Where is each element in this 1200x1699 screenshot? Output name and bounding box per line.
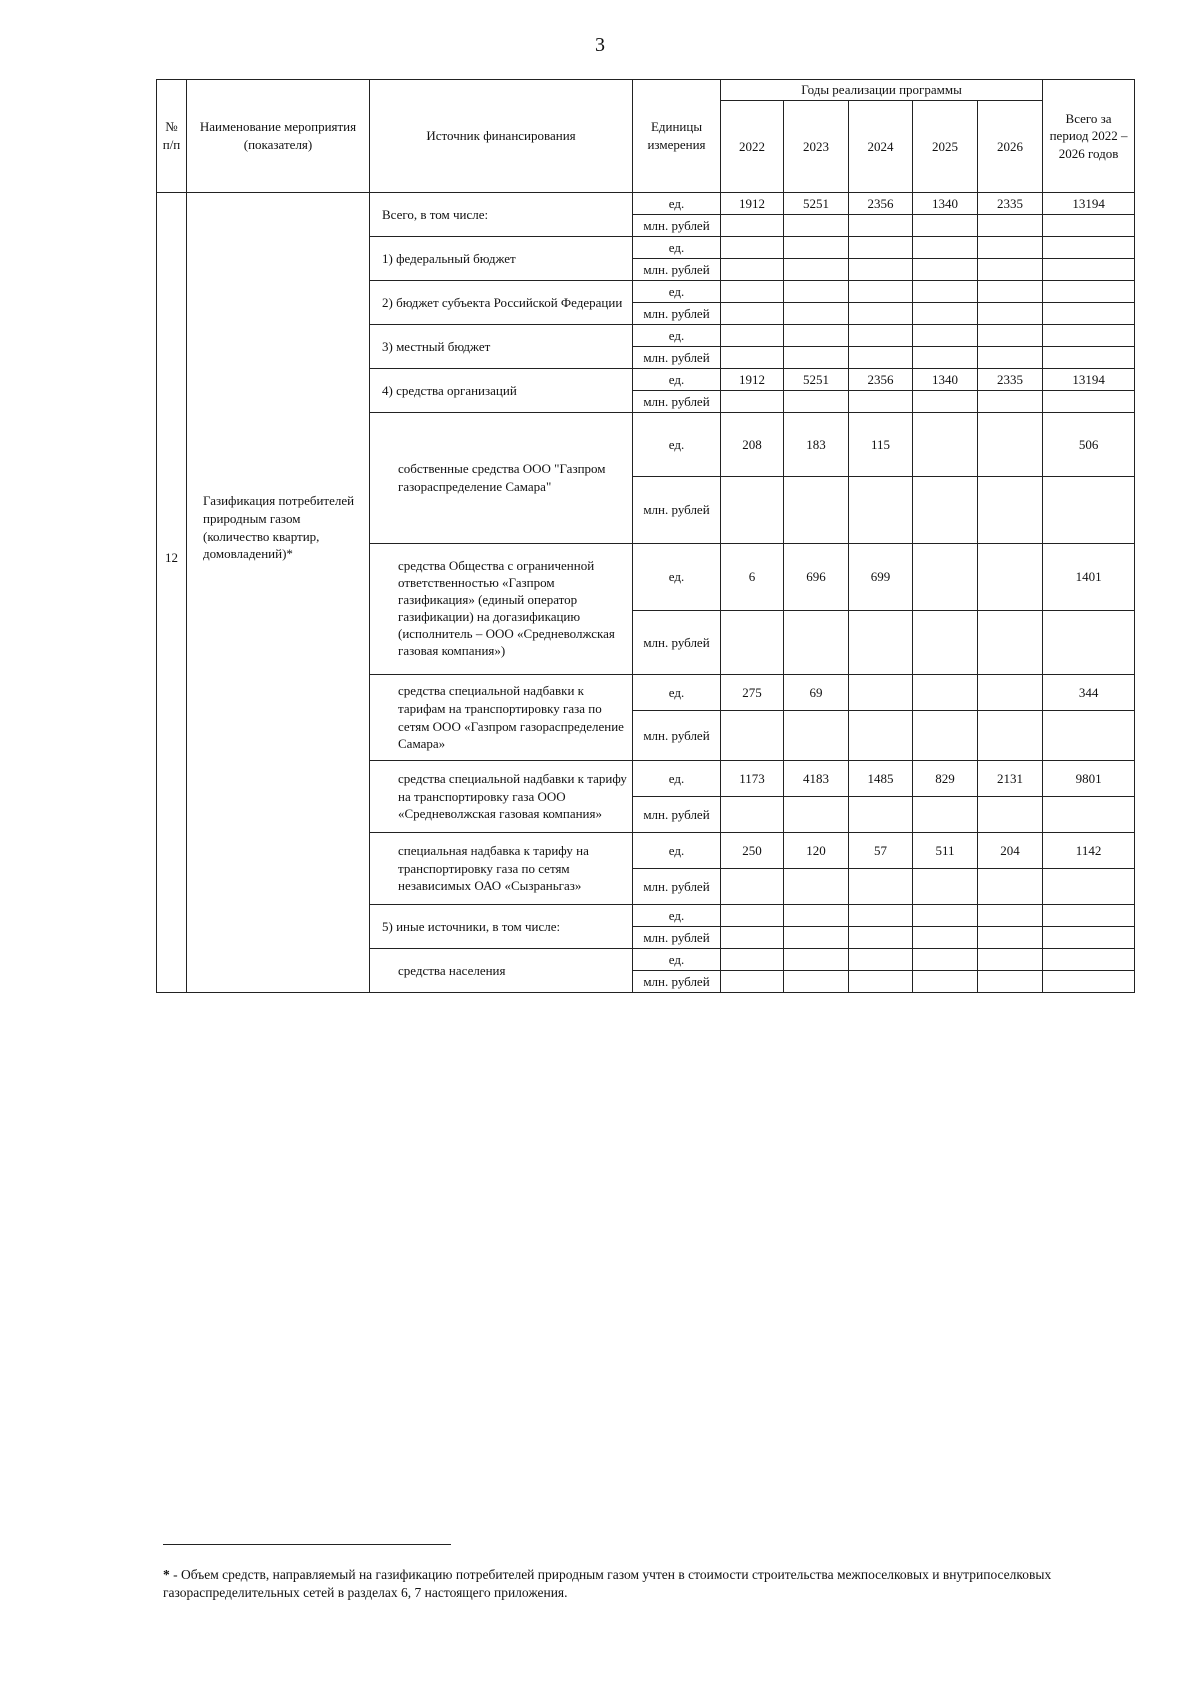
unit-label: ед. [633, 905, 721, 927]
table-cell: 2131 [978, 761, 1043, 797]
table-cell [784, 711, 849, 761]
table-cell [913, 281, 978, 303]
unit-label: ед. [633, 761, 721, 797]
unit-label: ед. [633, 193, 721, 215]
table-cell [978, 347, 1043, 369]
table-cell [978, 391, 1043, 413]
row-number: 12 [165, 550, 178, 565]
table-cell [721, 927, 784, 949]
table-cell: 344 [1043, 675, 1135, 711]
table-cell: 1912 [721, 193, 784, 215]
table-cell [721, 949, 784, 971]
table-body [157, 193, 1135, 993]
table-cell [784, 325, 849, 347]
table-cell: 275 [721, 675, 784, 711]
footnote [163, 1566, 1113, 1602]
header-years-group: Годы реализации программы [721, 80, 1043, 101]
header-num: № п/п [157, 80, 187, 193]
unit-label: ед. [633, 281, 721, 303]
unit-label: млн. рублей [633, 303, 721, 325]
table-cell [1043, 949, 1135, 971]
unit-label: млн. рублей [633, 391, 721, 413]
table-cell [721, 971, 784, 993]
table-cell [721, 215, 784, 237]
table-cell [913, 237, 978, 259]
table-cell [913, 949, 978, 971]
table-cell: 511 [913, 833, 978, 869]
table-cell [849, 215, 913, 237]
table-cell [913, 259, 978, 281]
table-cell [1043, 281, 1135, 303]
table-cell [849, 797, 913, 833]
table-cell: 13194 [1043, 369, 1135, 391]
header-name: Наименование мероприятия (показателя) [187, 80, 370, 193]
table-cell: 2335 [978, 193, 1043, 215]
table-cell [721, 303, 784, 325]
table-cell: 5251 [784, 193, 849, 215]
table-cell [1043, 259, 1135, 281]
table-row [157, 193, 1135, 215]
table-cell [913, 869, 978, 905]
header-year: 2025 [913, 101, 978, 193]
unit-label: ед. [633, 949, 721, 971]
unit-label: ед. [633, 369, 721, 391]
table-cell [978, 949, 1043, 971]
table-cell [721, 711, 784, 761]
table-cell [1043, 611, 1135, 675]
table-cell [849, 971, 913, 993]
source-label: средства Общества с ограниченной ответственностью «Газпром газификация» (единый оператор газификации) на догазификацию (исполнитель – ООО «Средневолжская газовая компания») [370, 544, 633, 675]
table-cell: 1173 [721, 761, 784, 797]
unit-label: млн. рублей [633, 711, 721, 761]
table-cell [1043, 711, 1135, 761]
table-cell [721, 905, 784, 927]
table-cell [849, 927, 913, 949]
table-cell [978, 797, 1043, 833]
table-cell: 1485 [849, 761, 913, 797]
table-cell [978, 971, 1043, 993]
table-cell [913, 477, 978, 544]
program-table [156, 79, 1135, 993]
table-cell: 69 [784, 675, 849, 711]
table-header [157, 80, 1135, 193]
table-cell [978, 869, 1043, 905]
unit-label: млн. рублей [633, 797, 721, 833]
source-label: Всего, в том числе: [370, 193, 633, 237]
table-cell [978, 281, 1043, 303]
table-cell [849, 303, 913, 325]
table-cell [913, 611, 978, 675]
header-source: Источник финансирования [370, 80, 633, 193]
row-number-cell [157, 193, 187, 993]
activity-name-cell [187, 193, 370, 993]
table-cell [1043, 347, 1135, 369]
table-cell [784, 303, 849, 325]
table-cell [978, 215, 1043, 237]
source-label: 2) бюджет субъекта Российской Федерации [370, 281, 633, 325]
header-units: Единицы измерения [633, 80, 721, 193]
table-cell [913, 347, 978, 369]
table-cell [849, 391, 913, 413]
header-year: 2024 [849, 101, 913, 193]
table-cell: 699 [849, 544, 913, 611]
table-cell: 829 [913, 761, 978, 797]
table-cell [913, 905, 978, 927]
table-cell: 1340 [913, 369, 978, 391]
table-cell [849, 259, 913, 281]
table-cell [1043, 927, 1135, 949]
table-cell [721, 259, 784, 281]
table-cell [784, 215, 849, 237]
unit-label: млн. рублей [633, 869, 721, 905]
header-year: 2023 [784, 101, 849, 193]
source-label: 1) федеральный бюджет [370, 237, 633, 281]
table-cell [913, 391, 978, 413]
table-cell: 57 [849, 833, 913, 869]
table-cell: 1142 [1043, 833, 1135, 869]
table-cell [784, 259, 849, 281]
table-cell [913, 971, 978, 993]
header-total: Всего за период 2022 – 2026 годов [1043, 80, 1135, 193]
table-cell [721, 281, 784, 303]
unit-label: ед. [633, 833, 721, 869]
table-cell: 2356 [849, 369, 913, 391]
table-cell [849, 347, 913, 369]
footnote-text: - Объем средств, направляемый на газификацию потребителей природным газом учтен в стоимости строительства межпоселковых и внутрипоселковых газораспределительных сетей в разделах 6, 7 настоящего приложения. [163, 1567, 1052, 1601]
table-cell [721, 869, 784, 905]
table-cell: 1912 [721, 369, 784, 391]
table-cell: 2356 [849, 193, 913, 215]
table-cell [849, 611, 913, 675]
table-cell [784, 347, 849, 369]
table-cell [978, 544, 1043, 611]
table-cell [978, 413, 1043, 477]
table-cell [978, 303, 1043, 325]
activity-name: Газификация потребителей природным газом (количество квартир, домовладений)* [203, 493, 355, 562]
unit-label: млн. рублей [633, 259, 721, 281]
table-cell [784, 949, 849, 971]
table-cell [1043, 477, 1135, 544]
table-cell [1043, 325, 1135, 347]
table-cell: 506 [1043, 413, 1135, 477]
table-cell [1043, 797, 1135, 833]
table-cell [784, 971, 849, 993]
table-cell [913, 927, 978, 949]
table-cell [913, 675, 978, 711]
table-cell [913, 413, 978, 477]
table-cell [721, 477, 784, 544]
table-cell [784, 611, 849, 675]
table-cell: 183 [784, 413, 849, 477]
table-cell: 13194 [1043, 193, 1135, 215]
table-cell: 208 [721, 413, 784, 477]
table-cell [978, 675, 1043, 711]
table-cell [721, 347, 784, 369]
source-label: средства специальной надбавки к тарифам на транспортировку газа по сетям ООО «Газпром газораспределение Самара» [370, 675, 633, 761]
unit-label: млн. рублей [633, 927, 721, 949]
table-cell [849, 905, 913, 927]
table-cell: 5251 [784, 369, 849, 391]
table-cell [721, 325, 784, 347]
table-cell [1043, 391, 1135, 413]
table-cell: 9801 [1043, 761, 1135, 797]
table-cell: 120 [784, 833, 849, 869]
table-cell [978, 711, 1043, 761]
table-cell [913, 797, 978, 833]
unit-label: млн. рублей [633, 347, 721, 369]
table-cell: 696 [784, 544, 849, 611]
source-label: средства населения [370, 949, 633, 993]
source-label: собственные средства ООО "Газпром газораспределение Самара" [370, 413, 633, 544]
table-cell [784, 237, 849, 259]
table-cell [784, 477, 849, 544]
table-cell: 4183 [784, 761, 849, 797]
table-cell [721, 797, 784, 833]
table-cell [913, 215, 978, 237]
table-cell [784, 391, 849, 413]
table-cell [978, 477, 1043, 544]
table-cell [1043, 215, 1135, 237]
table-cell [849, 325, 913, 347]
table-cell [1043, 237, 1135, 259]
unit-label: ед. [633, 237, 721, 259]
table-cell: 250 [721, 833, 784, 869]
unit-label: млн. рублей [633, 971, 721, 993]
table-cell [721, 611, 784, 675]
table-cell [978, 905, 1043, 927]
table-cell [849, 675, 913, 711]
table-cell: 115 [849, 413, 913, 477]
source-label: специальная надбавка к тарифу на транспортировку газа по сетям независимых ОАО «Сызраньгаз» [370, 833, 633, 905]
source-label: 5) иные источники, в том числе: [370, 905, 633, 949]
table-cell [978, 259, 1043, 281]
table-cell [849, 711, 913, 761]
table-cell [784, 797, 849, 833]
unit-label: млн. рублей [633, 215, 721, 237]
footnote-star: * [163, 1567, 170, 1582]
table-cell: 1401 [1043, 544, 1135, 611]
table-cell [1043, 303, 1135, 325]
table-cell [849, 869, 913, 905]
table-cell [849, 237, 913, 259]
unit-label: ед. [633, 675, 721, 711]
unit-label: млн. рублей [633, 477, 721, 544]
source-label: 3) местный бюджет [370, 325, 633, 369]
table-cell [1043, 905, 1135, 927]
table-cell: 6 [721, 544, 784, 611]
table-cell [913, 325, 978, 347]
table-cell [849, 281, 913, 303]
table-cell [978, 611, 1043, 675]
table-cell: 204 [978, 833, 1043, 869]
table-cell [784, 905, 849, 927]
table-cell [784, 281, 849, 303]
source-label: 4) средства организаций [370, 369, 633, 413]
unit-label: млн. рублей [633, 611, 721, 675]
table-cell [849, 949, 913, 971]
header-year: 2026 [978, 101, 1043, 193]
page-number: 3 [595, 34, 605, 56]
table-cell [913, 544, 978, 611]
unit-label: ед. [633, 325, 721, 347]
table-cell [978, 237, 1043, 259]
header-year: 2022 [721, 101, 784, 193]
source-label: средства специальной надбавки к тарифу на транспортировку газа ООО «Средневолжская газовая компания» [370, 761, 633, 833]
table-cell [1043, 971, 1135, 993]
table-cell [721, 391, 784, 413]
unit-label: ед. [633, 544, 721, 611]
table-cell [1043, 869, 1135, 905]
unit-label: ед. [633, 413, 721, 477]
table-cell [978, 927, 1043, 949]
table-cell [913, 303, 978, 325]
table-cell: 2335 [978, 369, 1043, 391]
table-cell: 1340 [913, 193, 978, 215]
table-cell [721, 237, 784, 259]
table-cell [849, 477, 913, 544]
footnote-divider [163, 1544, 451, 1545]
table-cell [978, 325, 1043, 347]
table-cell [784, 927, 849, 949]
table-cell [913, 711, 978, 761]
table-cell [784, 869, 849, 905]
